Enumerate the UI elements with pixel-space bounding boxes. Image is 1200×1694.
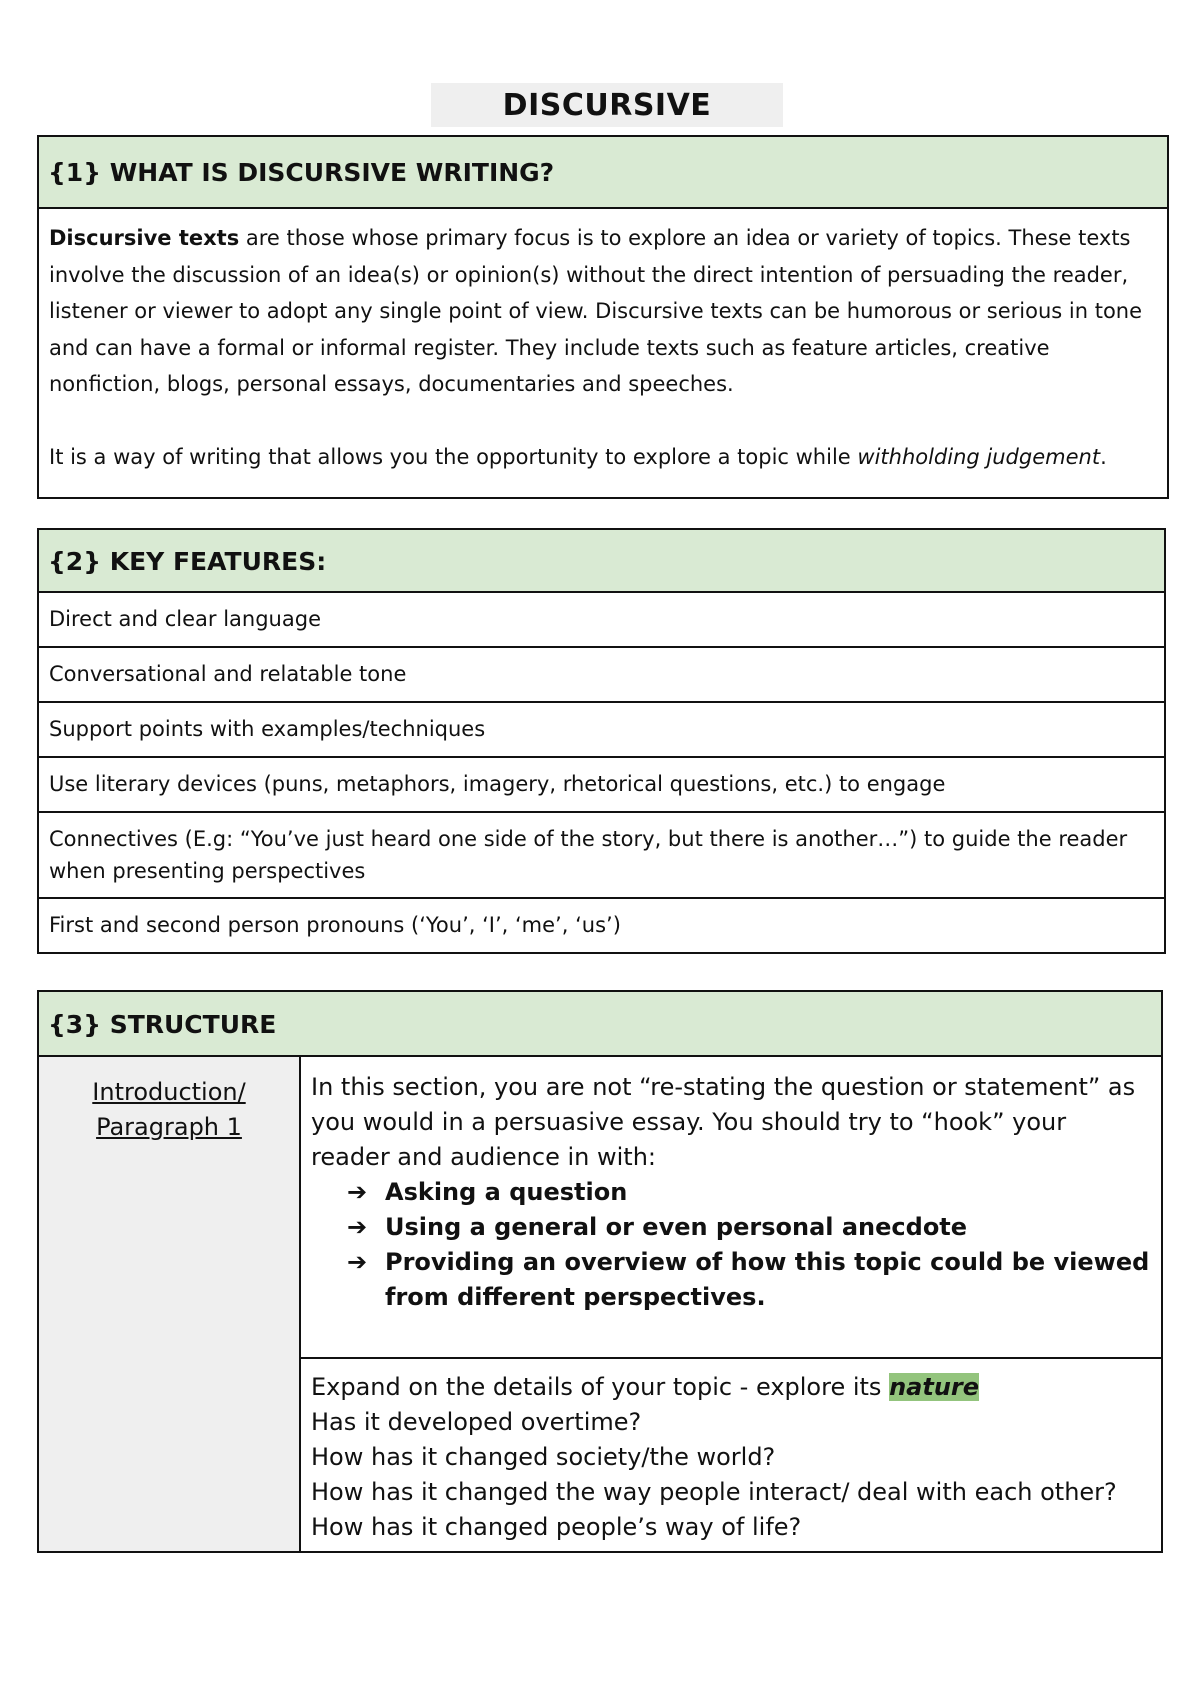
row-label: [39, 1057, 301, 1551]
highlighted-word: nature: [889, 1373, 980, 1401]
question-line: How has it changed society/the world?: [311, 1443, 776, 1471]
summary-end: .: [1100, 444, 1107, 469]
feature-row: Direct and clear language: [39, 593, 1164, 648]
section3-heading: {3} STRUCTURE: [39, 992, 1161, 1057]
summary-text: It is a way of writing that allows you the opportunity to explore a topic while: [49, 444, 858, 469]
row-label-line: Paragraph 1: [96, 1113, 242, 1141]
section2-heading: {2} KEY FEATURES:: [39, 530, 1164, 593]
summary-emphasis: withholding judgement: [857, 444, 1101, 469]
question-line: Has it developed overtime?: [311, 1408, 642, 1436]
hook-intro: In this section, you are not “re-stating the question or statement” as you would in a persuasive essay. You should try to “hook” your reader and audience in with:: [311, 1073, 1136, 1171]
section1-heading: {1} WHAT IS DISCURSIVE WRITING?: [39, 137, 1167, 209]
structure-row: [39, 1057, 1161, 1551]
definition-text: are those whose primary focus is to explore an idea or variety of topics. These texts involve the discussion of an idea(s) or opinion(s) without the direct intention of persuading the reader, listener or viewer to adopt any single point of view. Discursive texts can be humorous or serious in tone and can have a formal or informal register. They include texts such as feature articles, creative nonfiction, blogs, personal essays, documentaries and speeches.: [49, 226, 1143, 396]
expand-cell: [301, 1359, 1161, 1545]
question-line: How has it changed the way people interact/ deal with each other?: [311, 1478, 1117, 1506]
definition-lead: Discursive texts: [49, 226, 240, 250]
hook-text: Asking a question: [385, 1178, 628, 1206]
hook-cell: [301, 1057, 1161, 1359]
hook-list: [311, 1175, 1151, 1315]
page-title: DISCURSIVE: [431, 83, 783, 127]
arrow-icon: ➔: [347, 1178, 368, 1206]
list-item: [347, 1245, 1151, 1315]
row-label-line: Introduction/: [92, 1078, 246, 1106]
feature-row: First and second person pronouns (‘You’, ‘I’, ‘me’, ‘us’): [49, 913, 621, 937]
arrow-icon: ➔: [347, 1248, 368, 1276]
feature-row: Support points with examples/techniques: [39, 703, 1164, 758]
feature-row: Use literary devices (puns, metaphors, imagery, rhetorical questions, etc.) to engage: [39, 758, 1164, 813]
hook-text: Using a general or even personal anecdote: [385, 1213, 968, 1241]
section1-body: [39, 209, 1167, 475]
expand-line: [311, 1370, 1151, 1405]
definition-paragraph: [49, 220, 1157, 403]
summary-paragraph: [49, 439, 1157, 476]
question-line: How has it changed people’s way of life?: [311, 1513, 802, 1541]
list-item: [347, 1210, 1151, 1245]
feature-row: Connectives (E.g: “You’ve just heard one side of the story, but there is another…”) to guide the reader when presenting perspectives: [39, 813, 1164, 899]
arrow-icon: ➔: [347, 1213, 368, 1241]
list-item: [347, 1175, 1151, 1210]
section-structure: [37, 990, 1163, 1553]
section-key-features: [37, 528, 1166, 954]
expand-text: Expand on the details of your topic - explore its: [311, 1373, 890, 1401]
row-content: [301, 1057, 1161, 1551]
section-what-is-discursive: [37, 135, 1169, 499]
hook-text: Providing an overview of how this topic could be viewed from different perspectives.: [385, 1248, 1150, 1311]
feature-row: Conversational and relatable tone: [39, 648, 1164, 703]
